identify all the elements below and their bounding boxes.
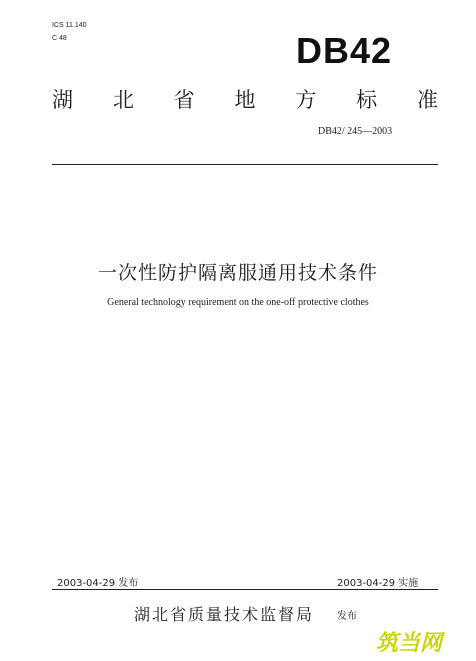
watermark-logo: 筑当网 [376,631,443,656]
document-title-chinese: 一次性防护隔离服通用技术条件 [97,262,378,284]
organization-title [52,84,438,114]
implement-date: 2003-04-29 实施 [337,578,419,589]
organization-char: 地 [234,88,256,112]
document-title-english: General technology requirement on the one-off protective clothes [107,297,369,308]
organization-char: 省 [173,88,195,112]
organization-char: 方 [295,88,317,112]
publish-date: 2003-04-29 发布 [57,578,139,589]
issuing-authority: 湖北省质量技术监督局 [134,605,315,624]
footer-divider [52,589,438,590]
standard-number: DB42/ 245—2003 [318,126,393,137]
ics-code: ICS 11.140 [52,22,87,29]
issuer-suffix: 发布 [337,611,357,622]
organization-char: 北 [112,88,134,112]
organization-char: 标 [356,88,378,112]
ccs-code: C 48 [52,35,67,42]
standard-prefix: DB42 [296,30,393,71]
header-divider [52,164,438,165]
organization-char: 湖 [52,88,73,112]
organization-char: 准 [416,88,438,112]
